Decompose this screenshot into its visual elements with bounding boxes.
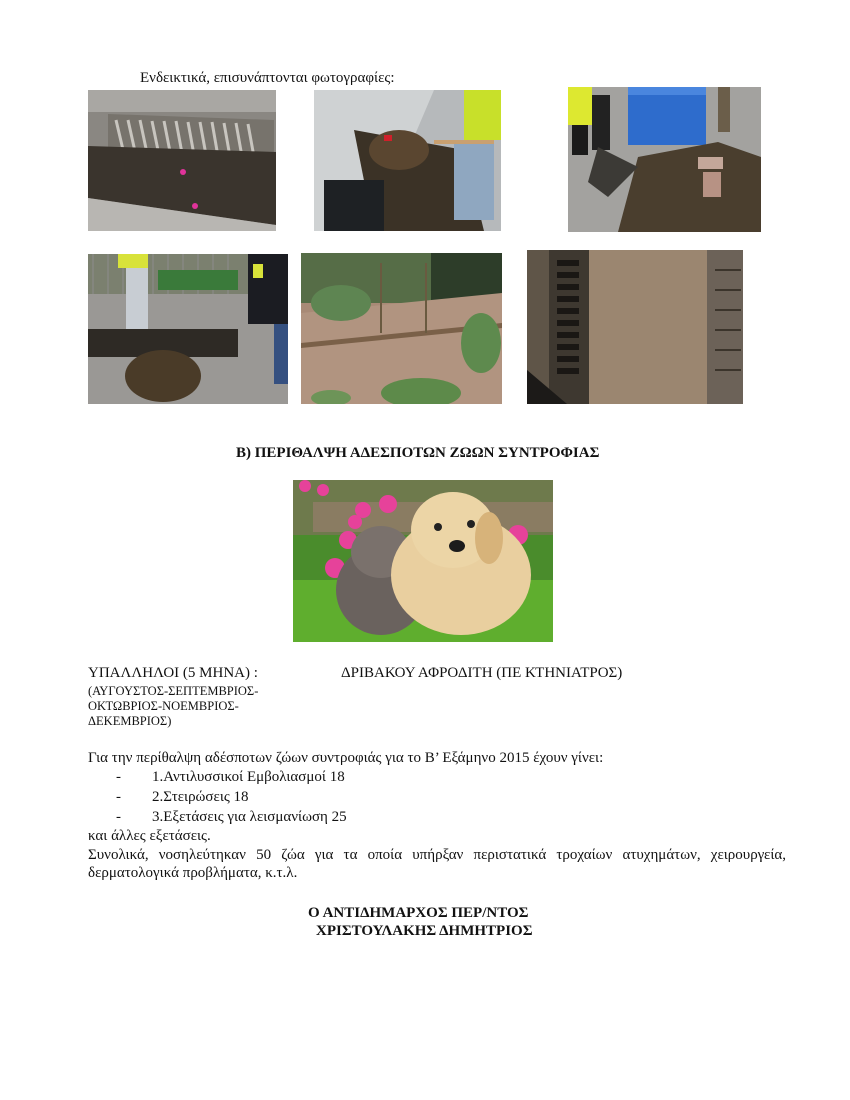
care-list-item — [116, 788, 249, 806]
care-list-item — [116, 808, 347, 826]
staff-months-line1: (ΑΥΓΟΥΣΤΟΣ-ΣΕΠΤΕΜΒΡΙΟΣ- — [88, 684, 259, 698]
staff-label: ΥΠΑΛΛΗΛΟΙ (5 ΜΗΝΑ) : — [88, 665, 258, 681]
staff-months-line3: ΔΕΚΕΜΒΡΙΟΣ) — [88, 714, 172, 728]
photo-blue-bin-leaves — [568, 87, 761, 232]
list-dash: - — [116, 769, 121, 785]
photo-hillside-cleared — [301, 253, 502, 404]
staff-name: ΔΡΙΒΑΚΟΥ ΑΦΡΟΔΙΤΗ (ΠΕ ΚΤΗΝΙΑΤΡΟΣ) — [341, 665, 623, 681]
photo-drain-grate-soil — [88, 90, 276, 231]
signature-name: ΧΡΙΣΤΟΥΛΑΚΗΣ ΔΗΜΗΤΡΙΟΣ — [316, 923, 533, 939]
care-item-text: 3.Εξετάσεις για λεισμανίωση 25 — [152, 809, 347, 825]
care-item-text: 1.Αντιλυσσικοί Εμβολιασμοί 18 — [152, 769, 345, 785]
photo-workers-clearing-grate — [88, 254, 288, 404]
photo-kitten-puppy — [293, 480, 553, 642]
section-b-title: Β) ΠΕΡΙΘΑΛΨΗ ΑΔΕΣΠΟΤΩΝ ΖΩΩΝ ΣΥΝΤΡΟΦΙΑΣ — [236, 445, 600, 461]
list-dash: - — [116, 809, 121, 825]
list-dash: - — [116, 789, 121, 805]
photo-worker-shoveling — [314, 90, 501, 231]
care-list-item — [116, 768, 345, 786]
care-summary: Συνολικά, νοσηλεύτηκαν 50 ζώα για τα οποία υπήρξαν περιστατικά τροχαίων ατυχημάτων, χειρουργεία, δερματολογικά προβλήματα, κ.τ.λ. — [88, 847, 786, 881]
care-intro: Για την περίθαλψη αδέσποτων ζώων συντροφιάς για το Β’ Εξάμηνο 2015 έχουν γίνει: — [88, 750, 604, 766]
signature-title: Ο ΑΝΤΙΔΗΜΑΡΧΟΣ ΠΕΡ/ΝΤΟΣ — [308, 905, 529, 921]
care-item-text: 2.Στειρώσεις 18 — [152, 789, 249, 805]
staff-months-line2: ΟΚΤΩΒΡΙΟΣ-ΝΟΕΜΒΡΙΟΣ- — [88, 699, 239, 713]
photo-cleaned-drain — [527, 250, 743, 404]
intro-line: Ενδεικτικά, επισυνάπτονται φωτογραφίες: — [140, 70, 395, 86]
care-other: και άλλες εξετάσεις. — [88, 828, 211, 844]
